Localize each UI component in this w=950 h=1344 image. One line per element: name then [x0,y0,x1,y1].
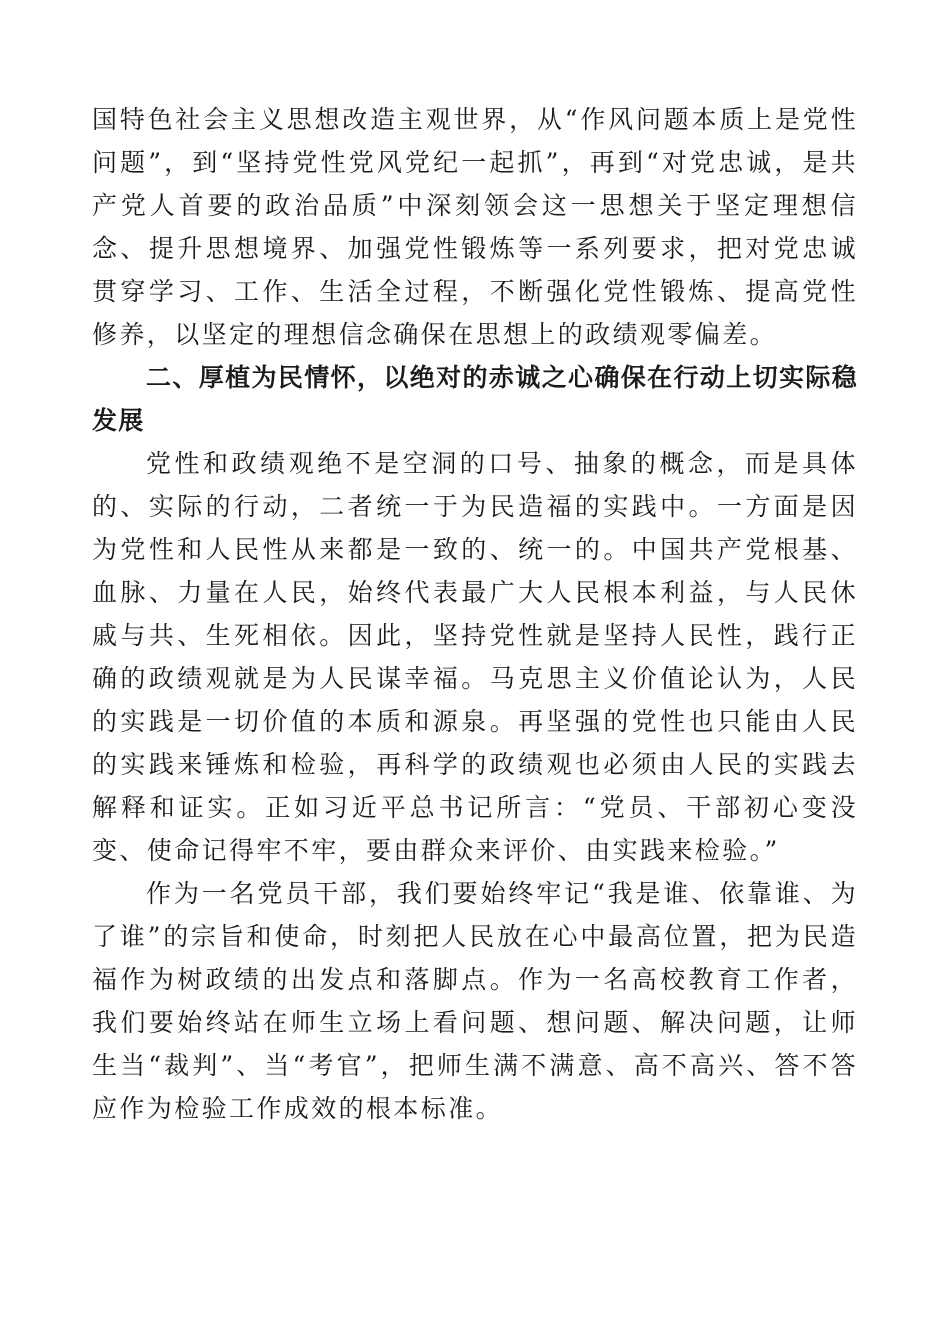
section-heading: 二、厚植为民情怀，以绝对的赤诚之心确保在行动上切实际稳发展 [92,363,858,435]
document-page [92,98,858,1130]
paragraph-body: 党性和政绩观绝不是空洞的口号、抽象的概念，而是具体的、实际的行动，二者统一于为民造福的实践中。一方面是因为党性和人民性从来都是一致的、统一的。中国共产党根基、血脉、力量在人民，始终代表最广大人民根本利益，与人民休戚与共、生死相依。因此，坚持党性就是坚持人民性，践行正确的政绩观就是为人民谋幸福。马克思主义价值论认为，人民的实践是一切价值的本质和源泉。再坚强的党性也只能由人民的实践来锤炼和检验，再科学的政绩观也必须由人民的实践去解释和证实。正如习近平总书记所言：“党员、干部初心变没变、使命记得牢不牢，要由群众来评价、由实践来检验。” [92,449,858,865]
paragraph-body: 作为一名党员干部，我们要始终牢记“我是谁、依靠谁、为了谁”的宗旨和使命，时刻把人民放在心中最高位置，把为民造福作为树政绩的出发点和落脚点。作为一名高校教育工作者，我们要始终站在师生立场上看问题、想问题、解决问题，让师生当“裁判”、当“考官”，把师生满不满意、高不高兴、答不答应作为检验工作成效的根本标准。 [92,879,858,1123]
paragraph-continuation: 国特色社会主义思想改造主观世界，从“作风问题本质上是党性问题”，到“坚持党性党风党纪一起抓”，再到“对党忠诚，是共产党人首要的政治品质”中深刻领会这一思想关于坚定理想信念、提升思想境界、加强党性锻炼等一系列要求，把对党忠诚贯穿学习、工作、生活全过程，不断强化党性锻炼、提高党性修养，以坚定的理想信念确保在思想上的政绩观零偏差。 [92,105,858,349]
